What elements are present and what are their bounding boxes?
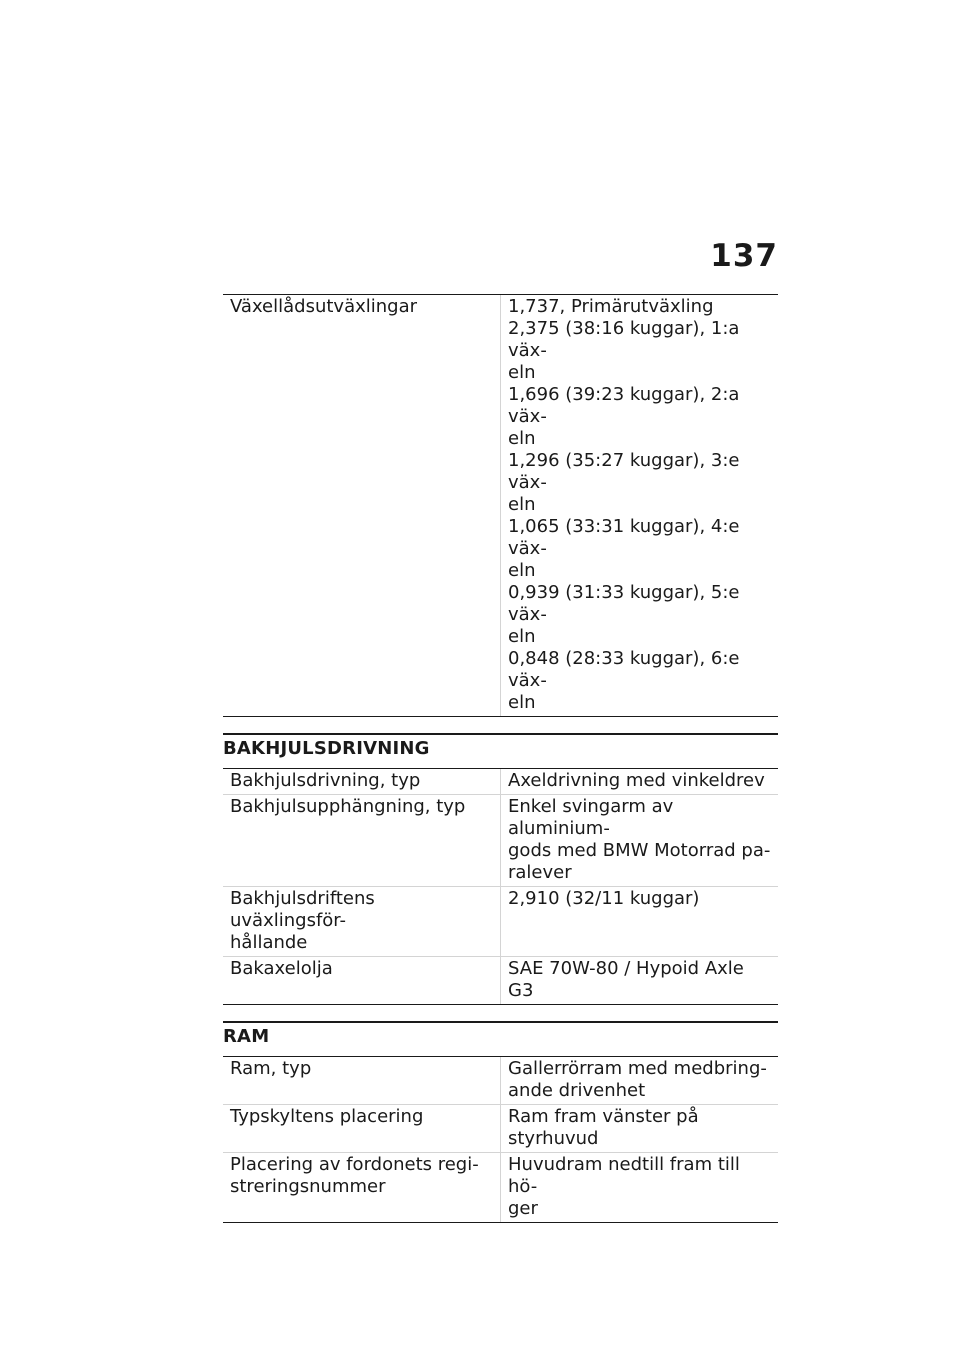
spec-label	[223, 1057, 501, 1105]
spec-label	[223, 1153, 501, 1223]
spec-label	[223, 957, 501, 1005]
frame-table	[223, 1056, 778, 1223]
text-line: eln	[508, 362, 536, 383]
text-line: gods med BMW Motorrad pa-	[508, 840, 771, 861]
text-line: 2,910 (32/11 kuggar)	[508, 888, 700, 909]
text-line: Ram, typ	[230, 1058, 312, 1079]
text-line: eln	[508, 428, 536, 449]
table-row	[223, 957, 778, 1005]
text-line: ande drivenhet	[508, 1080, 646, 1101]
spec-value	[501, 1153, 779, 1223]
spec-value	[501, 769, 779, 795]
table-row	[223, 1105, 778, 1153]
frame-section	[223, 1021, 778, 1223]
text-line: eln	[508, 692, 536, 713]
spec-value	[501, 795, 779, 887]
section-heading: RAM	[223, 1026, 270, 1047]
table-row	[223, 795, 778, 887]
rear-drive-table	[223, 768, 778, 1005]
spec-value	[501, 1057, 779, 1105]
text-line: ger	[508, 1198, 538, 1219]
text-line: SAE 70W-80 / Hypoid Axle	[508, 958, 744, 979]
table-row	[223, 295, 778, 717]
text-line: Typskyltens placering	[230, 1106, 424, 1127]
text-line: 1,065 (33:31 kuggar), 4:e väx-	[508, 516, 740, 559]
text-line: Placering av fordonets regi-	[230, 1154, 479, 1175]
text-line: Axeldrivning med vinkeldrev	[508, 770, 765, 791]
text-line: Enkel svingarm av aluminium-	[508, 796, 674, 839]
text-line: 1,737, Primärutväxling	[508, 296, 714, 317]
text-line: hållande	[230, 932, 308, 953]
rear-drive-section	[223, 733, 778, 1005]
text-line: Bakhjulsdrivning, typ	[230, 770, 421, 791]
text-line: Bakaxelolja	[230, 958, 333, 979]
text-line: 0,939 (31:33 kuggar), 5:e väx-	[508, 582, 740, 625]
spec-value	[501, 957, 779, 1005]
spec-value	[501, 1105, 779, 1153]
spec-label	[223, 795, 501, 887]
text-line: Växellådsutväxlingar	[230, 296, 418, 317]
text-line: G3	[508, 980, 534, 1001]
page-number: 137	[710, 238, 778, 274]
text-line: 1,296 (35:27 kuggar), 3:e väx-	[508, 450, 740, 493]
text-line: 2,375 (38:16 kuggar), 1:a väx-	[508, 318, 740, 361]
text-line: eln	[508, 560, 536, 581]
text-line: eln	[508, 626, 536, 647]
text-line: eln	[508, 494, 536, 515]
table-row	[223, 887, 778, 957]
section-heading: BAKHJULSDRIVNING	[223, 738, 430, 759]
table-row	[223, 1153, 778, 1223]
spec-label	[223, 887, 501, 957]
text-line: 1,696 (39:23 kuggar), 2:a väx-	[508, 384, 740, 427]
text-line: Huvudram nedtill fram till hö-	[508, 1154, 740, 1197]
text-line: Gallerrörram med medbring-	[508, 1058, 767, 1079]
text-line: Ram fram vänster på styrhuvud	[508, 1106, 699, 1149]
gearbox-table	[223, 294, 778, 717]
table-row	[223, 1057, 778, 1105]
page-content	[223, 294, 778, 1223]
text-line: ralever	[508, 862, 572, 883]
spec-label	[223, 1105, 501, 1153]
spec-label	[223, 769, 501, 795]
text-line: 0,848 (28:33 kuggar), 6:e väx-	[508, 648, 740, 691]
table-row	[223, 769, 778, 795]
spec-label	[223, 295, 501, 717]
spec-value	[501, 887, 779, 957]
spec-value	[501, 295, 779, 717]
text-line: streringsnummer	[230, 1176, 386, 1197]
text-line: Bakhjulsupphängning, typ	[230, 796, 466, 817]
text-line: Bakhjulsdriftens uväxlingsför-	[230, 888, 375, 931]
